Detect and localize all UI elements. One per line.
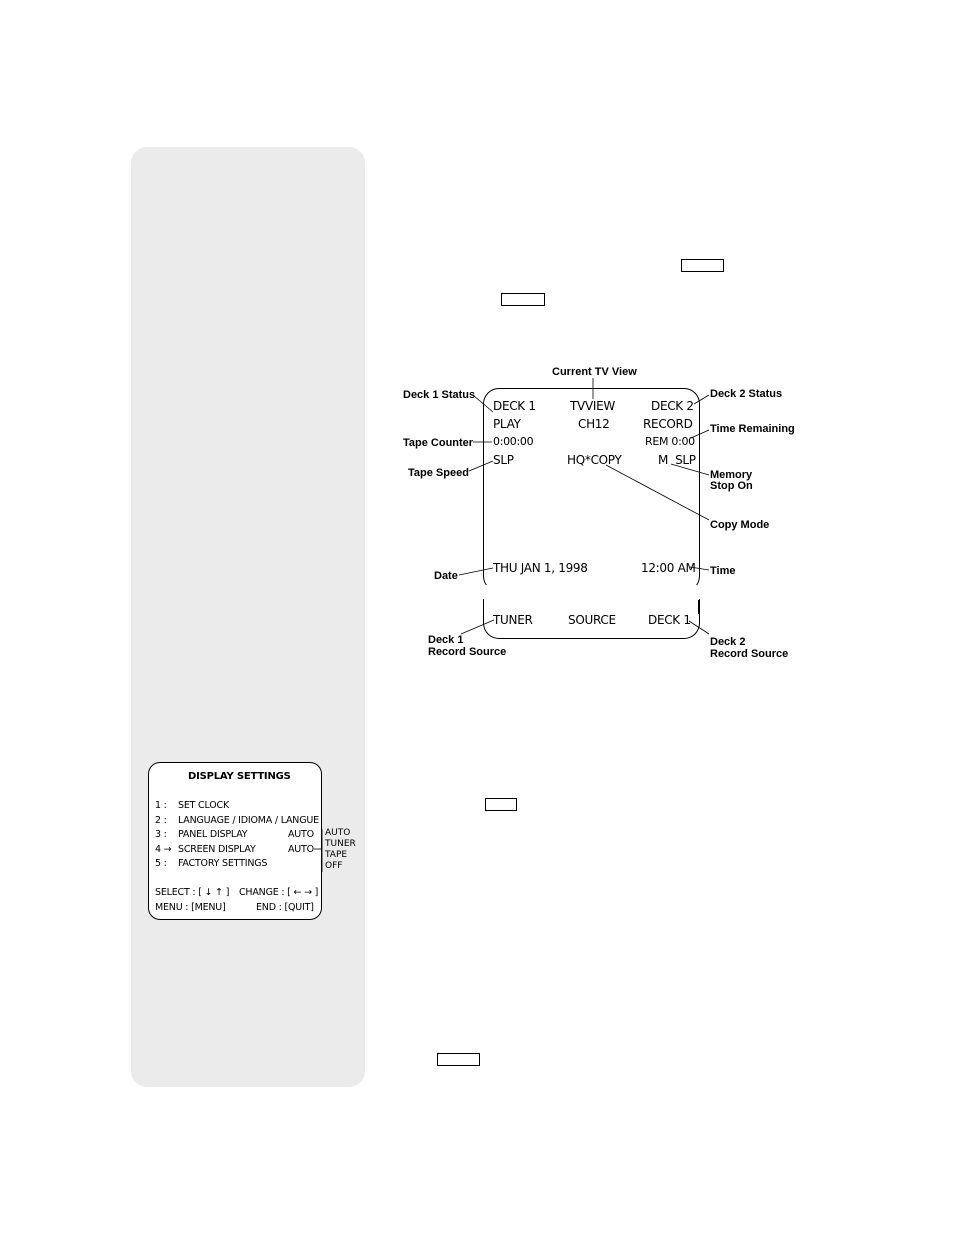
osd-counter: 0:00:00 xyxy=(493,435,534,448)
screen-display-option-off: OFF xyxy=(325,861,343,871)
menu-item-panel-display-value[interactable]: AUTO xyxy=(288,829,314,840)
callout-date: Date xyxy=(434,570,458,582)
menu-item-num: 1 : xyxy=(155,800,167,811)
callout-deck1-record-source: Deck 1 xyxy=(428,634,464,646)
osd-deck1: DECK 1 xyxy=(493,399,536,413)
callout-deck2-status: Deck 2 Status xyxy=(710,388,783,400)
callout-time: Time xyxy=(710,565,736,577)
callout-tape-speed: Tape Speed xyxy=(408,467,469,479)
osd-channel: CH12 xyxy=(578,417,610,431)
callout-current-tv-view: Current TV View xyxy=(552,366,637,378)
callout-deck2-record-source-line2: Record Source xyxy=(710,648,789,660)
callout-time-remaining: Time Remaining xyxy=(710,423,795,435)
menu-select-hint: SELECT : [ ↓ ↑ ] xyxy=(155,887,230,898)
osd-tvview: TVVIEW xyxy=(570,399,615,413)
screen-display-option-auto: AUTO xyxy=(325,828,351,838)
menu-item-screen-display-value[interactable]: AUTO xyxy=(288,844,314,855)
osd-source1: TUNER xyxy=(493,613,533,627)
menu-item-language[interactable]: LANGUAGE / IDIOMA / LANGUE xyxy=(178,815,319,826)
menu-change-hint: CHANGE : [ ← → ] xyxy=(239,887,319,898)
menu-title: DISPLAY SETTINGS xyxy=(188,771,291,782)
menu-item-factory-settings[interactable]: FACTORY SETTINGS xyxy=(178,858,268,869)
menu-item-num: 4 → xyxy=(155,844,172,855)
screen-display-option-tuner: TUNER xyxy=(325,839,356,849)
callout-deck2-record-source: Deck 2 xyxy=(710,636,746,648)
callout-deck1-record-source-line2: Record Source xyxy=(428,646,507,658)
osd-deck2: DECK 2 xyxy=(651,399,694,413)
callout-copy-mode: Copy Mode xyxy=(710,519,770,531)
callout-tape-counter: Tape Counter xyxy=(403,437,474,449)
osd-memory-speed: M SLP xyxy=(658,453,696,467)
menu-item-num: 2 : xyxy=(155,815,167,826)
menu-item-panel-display[interactable]: PANEL DISPLAY xyxy=(178,829,248,840)
callout-memory-stop-on-line2: Stop On xyxy=(710,480,753,492)
menu-item-screen-display[interactable]: SCREEN DISPLAY xyxy=(178,844,256,855)
menu-item-num: 3 : xyxy=(155,829,167,840)
screen-display-option-tape: TAPE xyxy=(325,850,348,860)
osd-copy-mode: HQ*COPY xyxy=(567,453,622,467)
callout-memory-stop-on: Memory xyxy=(710,469,753,481)
callout-deck1-status: Deck 1 Status xyxy=(403,389,476,401)
osd-slp: SLP xyxy=(493,453,514,467)
osd-remaining: REM 0:00 xyxy=(645,435,695,448)
osd-source2: DECK 1 xyxy=(648,613,691,627)
menu-menu-key-hint: MENU : [MENU] xyxy=(155,902,226,913)
osd-source-label: SOURCE xyxy=(568,613,616,627)
osd-play: PLAY xyxy=(493,417,521,431)
menu-end-key-hint: END : [QUIT] xyxy=(256,902,314,913)
menu-item-num: 5 : xyxy=(155,858,167,869)
osd-date: THU JAN 1, 1998 xyxy=(493,561,588,575)
osd-record: RECORD xyxy=(643,417,693,431)
menu-item-set-clock[interactable]: SET CLOCK xyxy=(178,800,229,811)
osd-time: 12:00 AM xyxy=(641,561,696,575)
